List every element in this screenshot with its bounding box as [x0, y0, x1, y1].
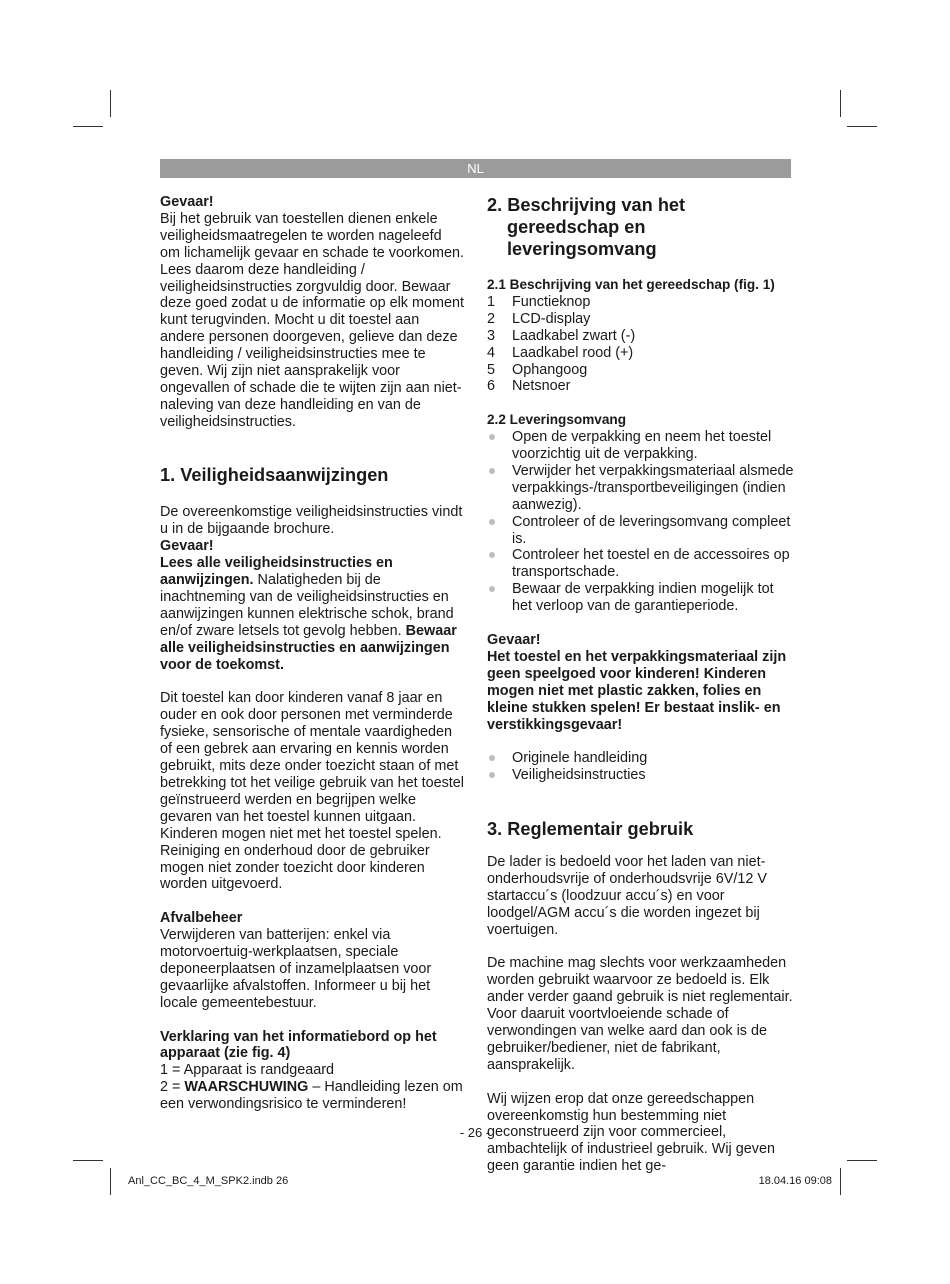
info-plate-text: – Handleiding lezen om een verwondingsrisico te verminderen! [160, 1079, 463, 1113]
item-number: 4 [487, 344, 496, 361]
left-column [160, 194, 465, 1113]
list-item [487, 328, 794, 345]
bullet-icon [489, 434, 495, 440]
file-slug: Anl_CC_BC_4_M_SPK2.indb 26 [128, 1175, 289, 1187]
safety-bold-text: Lees alle veiligheidsinstructies en aanwijzingen. [160, 555, 393, 589]
section-2-1-title: 2.1 Beschrijving van het gereedschap (fig. 1) [487, 277, 775, 292]
item-text: Controleer het toestel en de accessoires op transportschade. [512, 547, 790, 581]
danger-text: Het toestel en het verpakkingsmateriaal zijn geen speelgoed voor kinderen! Kinderen mogen niet met plastic zakken, folies en kleine stukken spelen! Er bestaat inslik- en verstikkingsgevaar! [487, 648, 787, 733]
item-text: Originele handleiding [512, 750, 648, 767]
intended-use-text: De lader is bedoeld voor het laden van niet-onderhoudsvrije of onderhoudsvrije 6V/12 V startaccu´s (loodzuur accu´s) en voor loodgel/AGM accu´s die worden ingezet bij voertuigen. [487, 853, 767, 938]
crop-mark [840, 1168, 841, 1195]
item-label: Netsnoer [512, 378, 571, 395]
danger-heading: Gevaar! [160, 194, 214, 210]
list-item [487, 547, 794, 581]
list-item [487, 362, 794, 379]
list-item [487, 378, 794, 395]
usage-restriction-text: De machine mag slechts voor werkzaamheden worden gebruikt waarvoor ze bedoeld is. Elk ander verder gaand gebruik is niet reglementair. Voor daaruit voortvloeiende schade of verwondingen van welke aard dan ook is de gebruiker/bediener, niet de fabrikant, aansprakelijk. [487, 955, 793, 1073]
scope-list [487, 429, 794, 615]
bullet-icon [489, 552, 495, 558]
info-plate-item-1: 1 = Apparaat is randgeaard [160, 1062, 335, 1079]
language-header-bar [160, 159, 791, 178]
item-number: 2 [487, 310, 496, 327]
list-item [487, 294, 794, 311]
page-number: - 26 - [459, 1125, 491, 1140]
danger-heading: Gevaar! [160, 538, 214, 555]
date-slug: 18.04.16 09:08 [758, 1175, 832, 1187]
list-item [487, 463, 794, 514]
list-item [487, 429, 794, 463]
parts-list [487, 294, 794, 395]
danger-text: Bij het gebruik van toestellen dienen enkele veiligheidsmaatregelen te worden nageleefd om lichamelijk gevaar en schade te voorkomen. Lees daarom deze handleiding / veiligheidsinstructies zorgvuldig door. Bewaar deze goed zodat u de informatie op elk moment kunt terugvinden. Mocht u dit toestel aan andere personen doorgeven, gelieve dan deze handleiding / veiligheidsinstructies mee te geven. Wij zijn niet aansprakelijk voor ongevallen of schade die te wijten zijn aan niet-naleving van deze handleiding en van de veiligheidsinstructies. [160, 210, 464, 430]
list-item [487, 311, 794, 328]
section-1-title: 1. Veiligheidsaanwijzingen [160, 465, 389, 486]
crop-mark [847, 1160, 877, 1161]
item-text: Bewaar de verpakking indien mogelijk tot het verloop van de garantieperiode. [512, 581, 774, 615]
item-text: Open de verpakking en neem het toestel voorzichtig uit de verpakking. [512, 429, 772, 463]
list-item [487, 581, 794, 615]
item-number: 6 [487, 378, 496, 395]
item-number: 1 [487, 293, 496, 310]
list-item [487, 514, 794, 548]
crop-mark [840, 90, 841, 117]
warning-label: WAARSCHUWING [184, 1079, 309, 1096]
item-label: LCD-display [512, 310, 591, 327]
crop-mark [73, 126, 103, 127]
list-item [487, 345, 794, 362]
safety-intro-text: De overeenkomstige veiligheidsinstructies vindt u in de bijgaande brochure. [160, 504, 463, 538]
safety-text: Nalatigheden bij de inachtneming van de veiligheidsinstructies en aanwijzingen kunnen elektrische schok, brand en/of zware letsels tot gevolg hebben. [160, 572, 454, 639]
bullet-icon [489, 586, 495, 592]
crop-mark [73, 1160, 103, 1161]
item-text: Verwijder het verpakkingsmateriaal alsmede verpakkings-/transportbeveiligingen (indien aanwezig). [512, 462, 794, 513]
safety-bold-text: Bewaar alle veiligheidsinstructies en aanwijzingen voor de toekomst. [160, 622, 457, 673]
crop-mark [110, 1168, 111, 1195]
warranty-text: Wij wijzen erop dat onze gereedschappen overeenkomstig hun bestemming niet geconstrueerd zijn voor commercieel, ambachtelijk of industrieel gebruik. Wij geven geen garantie indien het ge- [487, 1090, 775, 1175]
included-list [487, 750, 794, 784]
list-item [487, 767, 794, 784]
list-item [487, 750, 794, 767]
bullet-icon [489, 519, 495, 525]
item-label: Laadkabel zwart (-) [512, 327, 636, 344]
language-label: NL [467, 161, 484, 176]
safety-warning-paragraph [160, 555, 465, 673]
crop-mark [847, 126, 877, 127]
item-text: Controleer of de leveringsomvang compleet is. [512, 513, 791, 547]
info-plate-heading: Verklaring van het informatiebord op het apparaat (zie fig. 4) [160, 1028, 437, 1062]
waste-heading: Afvalbeheer [160, 910, 243, 927]
info-plate-item-2 [160, 1079, 465, 1113]
item-label: Ophangoog [512, 361, 588, 378]
section-2-title: 2. Beschrijving van het gereedschap en leveringsomvang [487, 195, 686, 259]
item-number: 3 [487, 327, 496, 344]
bullet-icon [489, 755, 495, 761]
danger-heading: Gevaar! [487, 632, 541, 648]
bullet-icon [489, 468, 495, 474]
item-label: Laadkabel rood (+) [512, 344, 634, 361]
item-number: 5 [487, 361, 496, 378]
bullet-icon [489, 772, 495, 778]
section-3-title: 3. Reglementair gebruik [487, 818, 694, 839]
waste-text: Verwijderen van batterijen: enkel via motorvoertuig-werkplaatsen, speciale deponeerplaatsen of inzamelplaatsen voor gevaarlijke afvalstoffen. Informeer u bij het locale gemeentebestuur. [160, 927, 432, 1011]
info-plate-prefix: 2 = [160, 1079, 185, 1096]
item-text: Veiligheidsinstructies [512, 767, 646, 784]
section-2-2-title: 2.2 Leveringsomvang [487, 412, 627, 428]
children-usage-text: Dit toestel kan door kinderen vanaf 8 jaar en ouder en ook door personen met verminderde fysieke, sensorische of mentale vaardigheden of een gebrek aan ervaring en kennis worden gebruikt, mits deze onder toezicht staan of met betrekking tot het veilige gebruik van het toestel geïnstrueerd werden en begrijpen welke gevaren van het toestel kunnen uitgaan. Kinderen mogen niet met het toestel spelen. Reiniging en onderhoud door de gebruiker mogen niet zonder toezicht door kinderen worden uitgevoerd. [160, 690, 464, 893]
item-label: Functieknop [512, 293, 591, 310]
right-column [487, 194, 794, 1175]
crop-mark [110, 90, 111, 117]
